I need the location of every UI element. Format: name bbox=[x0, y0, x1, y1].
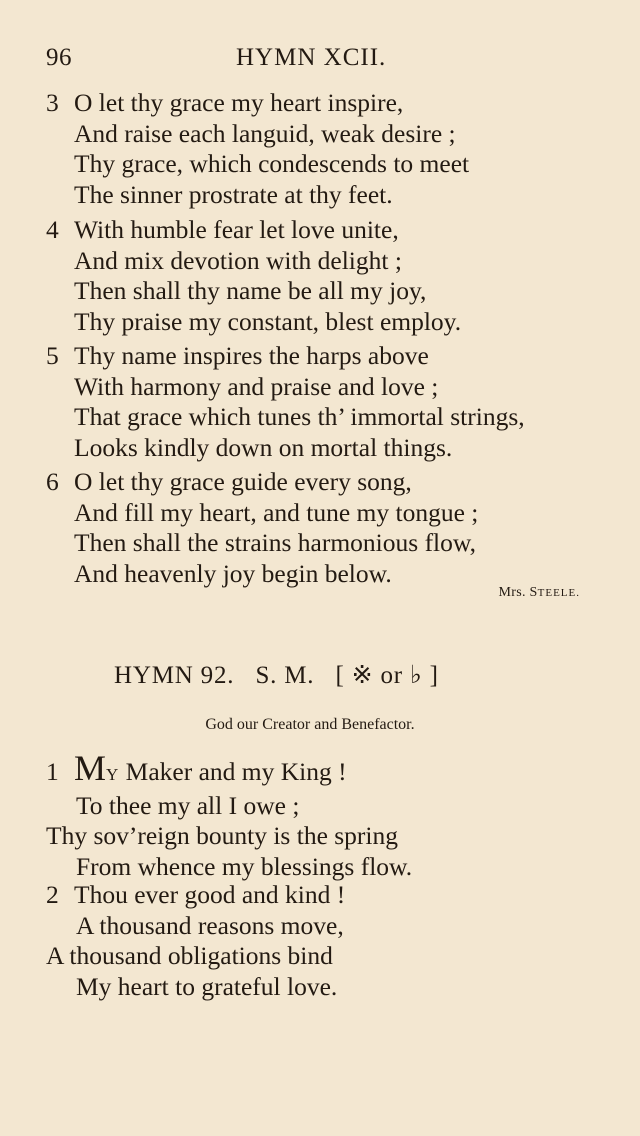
stanza-number: 3 bbox=[46, 88, 59, 117]
verse-line: Thy sov’reign bounty is the spring bbox=[46, 821, 399, 850]
verse-line: And mix devotion with delight ; bbox=[74, 245, 402, 275]
verse-line: Maker and my King ! bbox=[119, 757, 347, 786]
running-header bbox=[46, 44, 600, 78]
verse-line: Thy name inspires the harps above bbox=[74, 341, 429, 370]
page-number: 96 bbox=[46, 44, 72, 71]
verse-line: O let thy grace guide every song, bbox=[74, 467, 412, 496]
verse-line: Thy praise my constant, blest employ. bbox=[74, 306, 462, 336]
author-attribution: Mrs. STEELE. bbox=[498, 585, 580, 600]
stanza-4 bbox=[46, 215, 461, 337]
stanza-number: 6 bbox=[46, 467, 59, 496]
verse-line: O let thy grace my heart inspire, bbox=[74, 88, 404, 117]
stanza-number: 5 bbox=[46, 341, 59, 370]
verse-line: With harmony and praise and love ; bbox=[74, 371, 439, 401]
verse-line: A thousand obligations bind bbox=[46, 941, 333, 970]
verse-line: The sinner prostrate at thy feet. bbox=[74, 179, 393, 209]
verse-line: Looks kindly down on mortal things. bbox=[74, 432, 453, 462]
verse-line: That grace which tunes th’ immortal strings, bbox=[74, 402, 525, 431]
stanza-number: 4 bbox=[46, 215, 59, 244]
stanza-number: 2 bbox=[46, 880, 59, 909]
verse-line: To thee my all I owe ; bbox=[76, 790, 300, 820]
stanza-number: 1 bbox=[46, 757, 59, 786]
stanza-5 bbox=[46, 341, 525, 463]
header-title: HYMN XCII. bbox=[236, 44, 387, 71]
hymn92-stanza-2 bbox=[46, 880, 345, 1002]
hymn92-stanza-1: 1 MY Maker and my King ! To thee my all I owe ; Thy sov’reign bounty is the spring From whence my blessings flow. bbox=[46, 748, 413, 881]
verse-line: From whence my blessings flow. bbox=[76, 851, 413, 881]
verse-line: Then shall the strains harmonious flow, bbox=[74, 528, 477, 557]
stanza-6 bbox=[46, 467, 478, 589]
verse-line: Then shall thy name be all my joy, bbox=[74, 276, 427, 305]
verse-line: A thousand reasons move, bbox=[76, 910, 344, 940]
verse-line: My heart to grateful love. bbox=[76, 971, 338, 1001]
verse-line: Thou ever good and kind ! bbox=[74, 880, 346, 909]
stanza-3 bbox=[46, 88, 469, 210]
verse-line: And fill my heart, and tune my tongue ; bbox=[74, 497, 479, 527]
hymn-subtitle: God our Creator and Benefactor. bbox=[205, 716, 415, 733]
drop-cap: M bbox=[74, 748, 107, 788]
verse-line: With humble fear let love unite, bbox=[74, 215, 399, 244]
verse-line: And raise each languid, weak desire ; bbox=[74, 118, 456, 148]
verse-line: And heavenly joy begin below. bbox=[74, 558, 392, 588]
hymn-heading: HYMN 92. S. M. [ ※ or ♭ ] bbox=[114, 662, 439, 689]
verse-line: Thy grace, which condescends to meet bbox=[74, 149, 470, 178]
